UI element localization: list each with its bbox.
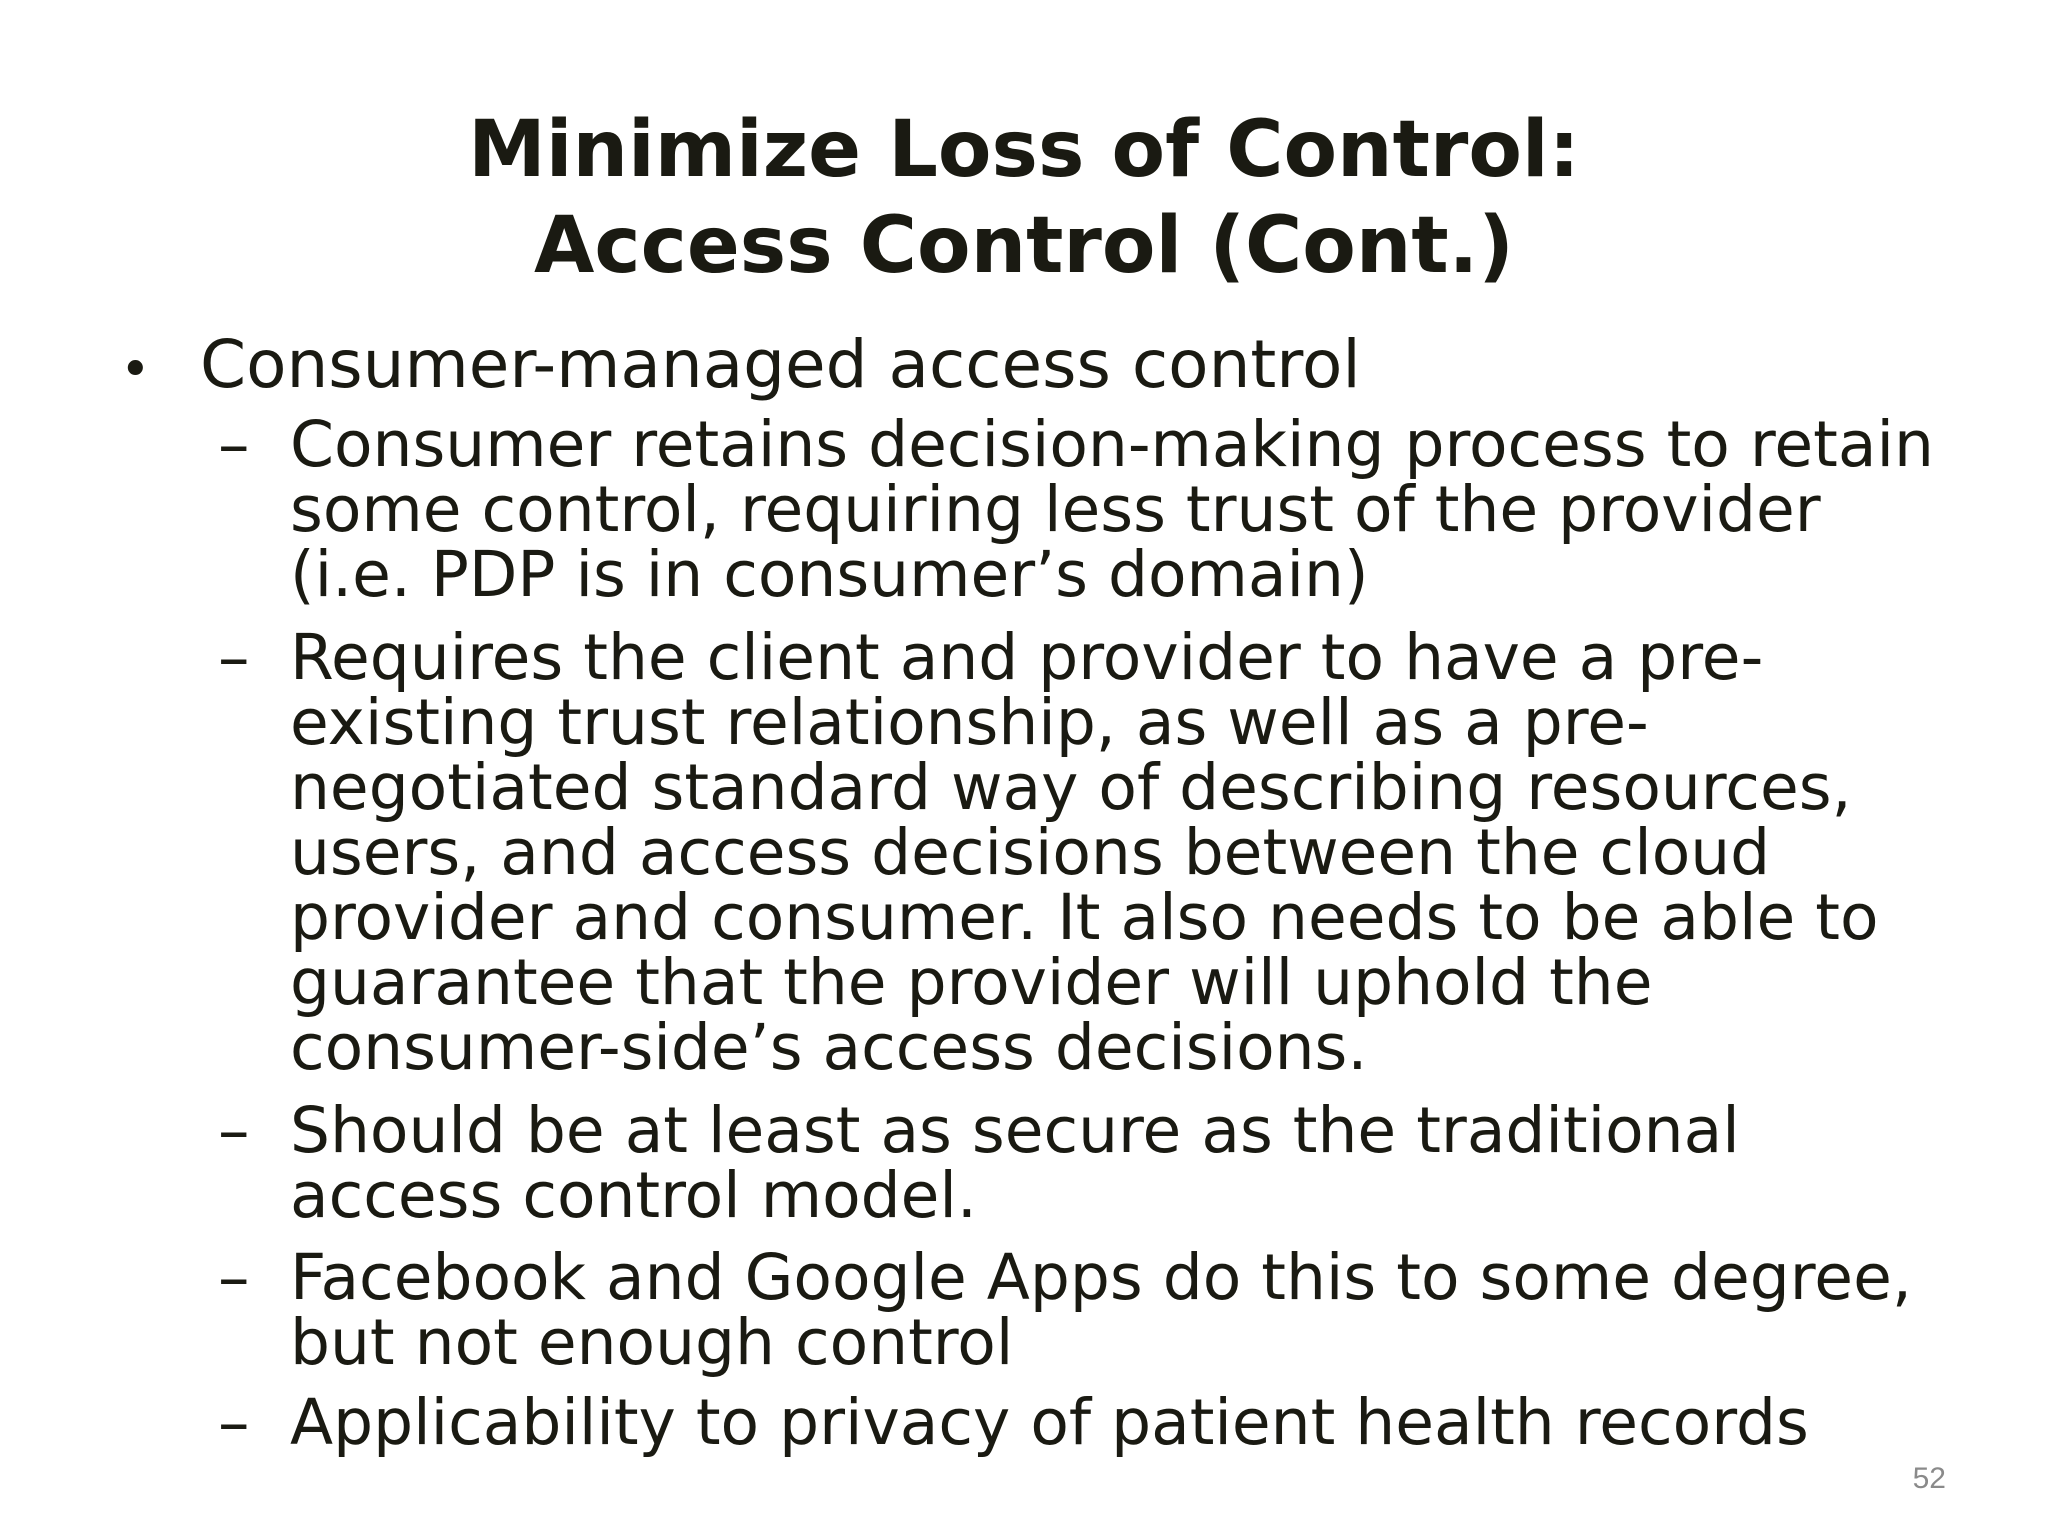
text-line: Requires the client and provider to have a pre- xyxy=(290,621,1764,694)
text-line: access control model. xyxy=(290,1159,977,1232)
sub-bullet xyxy=(218,1241,1912,1379)
sub-bullet-text xyxy=(218,1241,1912,1379)
text-line: Facebook and Google Apps do this to some degree, xyxy=(290,1241,1912,1314)
sub-bullet xyxy=(218,1386,1809,1459)
text-line: some control, requiring less trust of the provider xyxy=(290,473,1821,546)
text-line: provider and consumer. It also needs to be able to xyxy=(290,881,1879,954)
dash-marker: – xyxy=(218,408,250,481)
sub-bullet xyxy=(218,408,1934,611)
page-number: 52 xyxy=(1912,1462,1946,1495)
text-line: guarantee that the provider will uphold the xyxy=(290,946,1653,1019)
sub-bullet xyxy=(218,621,1879,1084)
text-line: Should be at least as secure as the traditional xyxy=(290,1094,1740,1167)
dash-marker: – xyxy=(218,621,250,694)
sub-bullet-text xyxy=(218,408,1934,611)
sub-bullet xyxy=(218,1094,1740,1232)
text-line: consumer-side’s access decisions. xyxy=(290,1011,1368,1084)
title-line: Minimize Loss of Control: xyxy=(468,105,1580,195)
sub-bullet-text xyxy=(218,621,1879,1084)
dash-marker: – xyxy=(218,1241,250,1314)
text-line: users, and access decisions between the cloud xyxy=(290,816,1771,889)
text-line: (i.e. PDP is in consumer’s domain) xyxy=(290,538,1369,611)
sub-bullet-text xyxy=(218,1094,1740,1232)
text-line: negotiated standard way of describing resources, xyxy=(290,751,1852,824)
bullet-marker: • xyxy=(120,340,151,400)
text-line: Applicability to privacy of patient health records xyxy=(290,1386,1809,1459)
main-bullet-text: Consumer-managed access control xyxy=(200,326,1361,403)
text-line: Consumer retains decision-making process to retain xyxy=(290,408,1934,481)
dash-marker: – xyxy=(218,1386,250,1459)
text-line: but not enough control xyxy=(290,1306,1014,1379)
dash-marker: – xyxy=(218,1094,250,1167)
main-bullet xyxy=(120,325,1361,410)
title-line: Access Control (Cont.) xyxy=(534,201,1514,291)
text-line: existing trust relationship, as well as a pre- xyxy=(290,686,1649,759)
sub-bullet-text xyxy=(218,1386,1809,1459)
